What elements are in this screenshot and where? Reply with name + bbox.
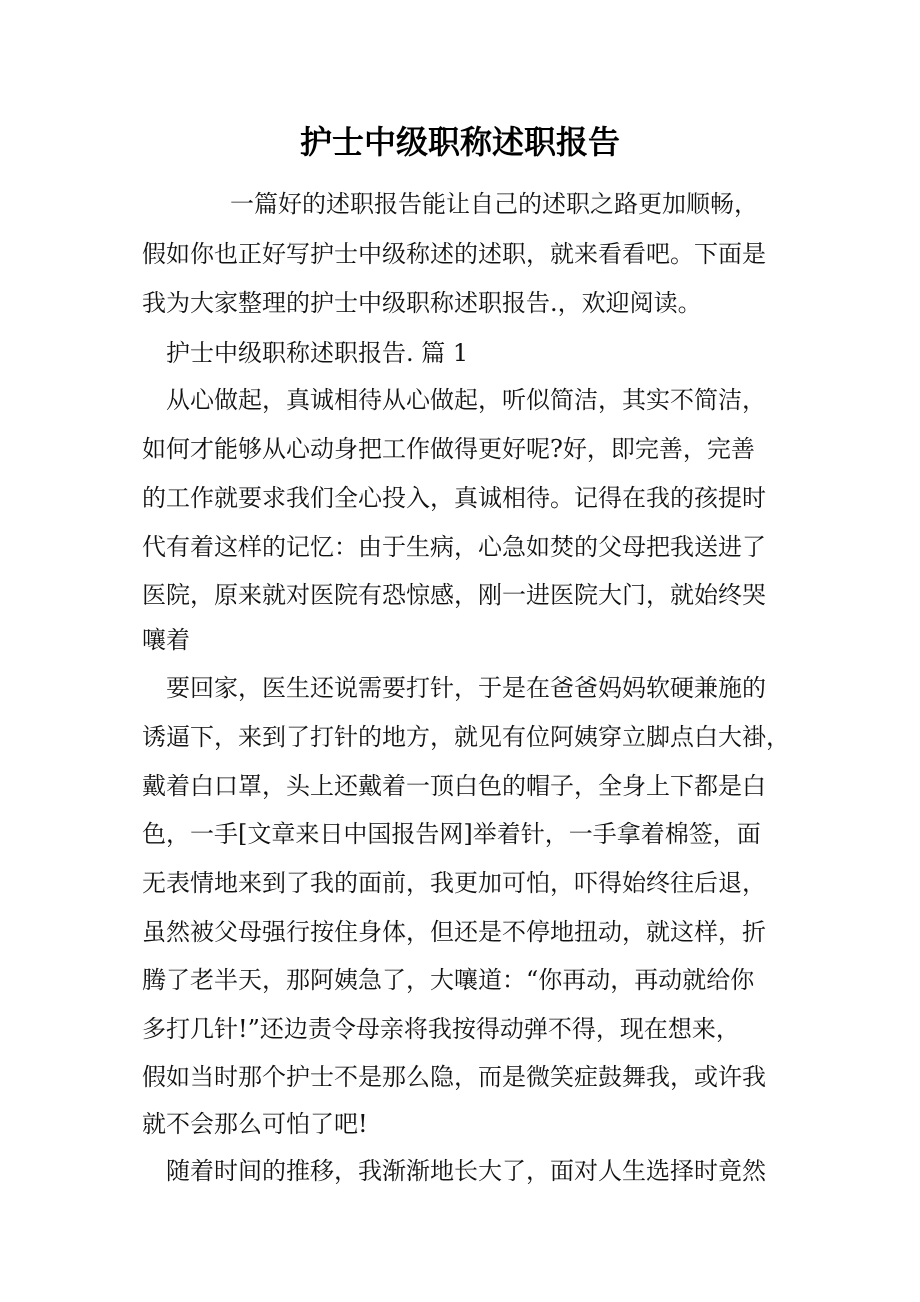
paragraph-line: 的工作就要求我们全心投入，真诚相待。记得在我的孩提时 <box>142 484 766 512</box>
intro-line: 一篇好的述职报告能让自己的述职之路更加顺畅， <box>230 190 758 218</box>
paragraph-line: 戴着白口罩，头上还戴着一顶白色的帽子，全身上下都是白 <box>142 772 766 800</box>
paragraph-line: 医院，原来就对医院有恐惊感，刚一进医院大门，就始终哭 <box>142 581 766 609</box>
paragraph-line: 要回家，医生还说需要打针，于是在爸爸妈妈软硬兼施的 <box>166 674 766 702</box>
paragraph-line: 虽然被父母强行按住身体，但还是不停地扭动，就这样，折 <box>142 918 766 946</box>
paragraph-line: 诱逼下，来到了打针的地方，就见有位阿姨穿立脚点白大褂， <box>142 723 790 751</box>
paragraph-line: 色，一手[文章来日中国报告网]举着针，一手拿着棉签，面 <box>142 820 761 848</box>
intro-line: 我为大家整理的护士中级职称述职报告.，欢迎阅读。 <box>142 289 702 317</box>
section-heading: 护士中级职称述职报告. 篇 1 <box>166 339 469 367</box>
paragraph-line: 代有着这样的记忆：由于生病，心急如焚的父母把我送进了 <box>142 533 766 561</box>
paragraph-line: 如何才能够从心动身把工作做得更好呢?好，即完善，完善 <box>142 435 755 463</box>
document-title: 护士中级职称述职报告 <box>299 123 620 161</box>
paragraph-line: 从心做起，真诚相待从心做起，听似简洁，其实不简洁， <box>166 386 766 414</box>
paragraph-line: 腾了老半天，那阿姨急了，大嚷道：“你再动，再动就给你 <box>142 966 755 994</box>
intro-line: 假如你也正好写护士中级称述的述职，就来看看吧。下面是 <box>142 240 766 268</box>
paragraph-line: 多打几针!”还边责令母亲将我按得动弹不得，现在想来， <box>142 1015 740 1043</box>
paragraph-line: 就不会那么可怕了吧! <box>142 1110 368 1138</box>
paragraph-line: 随着时间的推移，我渐渐地长大了，面对人生选择时竟然 <box>166 1157 766 1185</box>
paragraph-line: 假如当时那个护士不是那么隐，而是微笑症鼓舞我，或许我 <box>142 1063 766 1091</box>
paragraph-line: 无表情地来到了我的面前，我更加可怕，吓得始终往后退， <box>142 869 766 897</box>
paragraph-line: 嚷着 <box>142 626 190 654</box>
